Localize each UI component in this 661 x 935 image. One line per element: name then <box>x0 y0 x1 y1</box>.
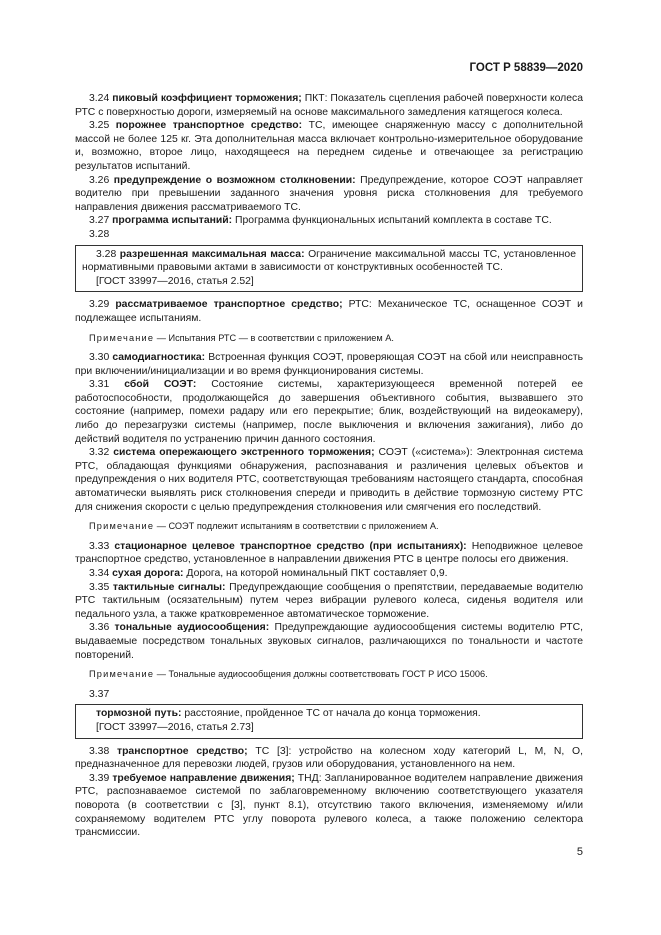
entry-text: Предупреждающие аудиосообщения системы водителю РТС, выдаваемые посредством тональных звуковых сигналов, различающихся по тональности и частоте повторений. <box>75 622 583 661</box>
entry-number: 3.34 <box>89 568 110 579</box>
entry-source: [ГОСТ 33997—2016, статья 2.73] <box>96 721 254 733</box>
entry-number: 3.39 <box>89 772 110 784</box>
note <box>75 332 583 346</box>
entry-text: ТНД: Запланированное водителем направление движения РТС, распознаваемое системой по заблаговременному включению соответствующего указателя поворота (в соответствии с [3], пункт 8.1), отсутствию такого включения, изменяемому и/или сохраняемому водителем РТС углу поворота рулевого колеса, а также положению селектора трансмиссии. <box>75 772 583 839</box>
entry-text: ТС [3]: устройство на колесном ходу категорий L, M, N, O, предназначенное для перевозки людей, грузов или оборудования, установленного на нем. <box>75 745 583 771</box>
entry-term: стационарное целевое транспортное средство (при испытаниях): <box>114 540 467 552</box>
entry-text: Дорога, на которой номинальный ПКТ составляет 0,9. <box>183 568 448 579</box>
entry-text: ПКТ: Показатель сцепления рабочей поверхности колеса РТС с поверхностью дороги, измеряемый на основе максимального замедления катящегося колеса. <box>75 93 583 118</box>
note-text: — Тональные аудиосообщения должны соответствовать ГОСТ Р ИСО 15006. <box>154 669 488 680</box>
entry-term: тормозной путь: <box>96 708 182 720</box>
entry-3-37-number: 3.37 <box>89 688 110 700</box>
entry-3-26 <box>75 174 583 215</box>
note <box>75 520 583 534</box>
entry-text: РТС: Механическое ТС, оснащенное СОЭТ и подлежащее испытаниям. <box>75 299 583 324</box>
entry-number: 3.36 <box>89 622 110 634</box>
entry-number: 3.38 <box>89 745 110 757</box>
entry-3-28-number: 3.28 <box>89 228 110 240</box>
note-label: Примечание <box>89 332 155 343</box>
entry-text: СОЭТ («система»): Электронная система РТС, обладающая функциями обнаружения, распознавания и различения целевых объектов и предупреждения о них водителя РТС, соответствующая требованиям настоящего стандарта, способная автоматически выявлять риск столкновения спереди и приводить в действие тормозную систему РТС для снижения скорости с целью предупреждения столкновения или смягчения его последствий. <box>75 447 583 513</box>
entry-term: предупреждение о возможном столкновении: <box>113 174 356 186</box>
entry-number: 3.35 <box>89 581 110 593</box>
document-body <box>75 92 583 840</box>
entry-3-24 <box>75 92 583 119</box>
entry-source: [ГОСТ 33997—2016, статья 2.52] <box>96 275 254 287</box>
entry-text: Неподвижное целевое транспортное средство, установленное в направлении движения РТС в центре полосы его движения. <box>75 540 584 566</box>
entry-number: 3.27 <box>89 215 110 227</box>
note-label: Примечание <box>89 521 155 532</box>
entry-term: рассматриваемое транспортное средство; <box>115 299 343 311</box>
entry-3-35 <box>75 581 583 622</box>
note-text: — Испытания РТС — в соответствии с приложением А. <box>154 332 394 343</box>
entry-term: тональные аудиосообщения: <box>114 622 270 634</box>
entry-3-30 <box>75 351 583 378</box>
entry-3-36 <box>75 621 583 662</box>
entry-number: 3.25 <box>89 120 110 132</box>
entry-number: 3.29 <box>89 299 110 311</box>
entry-3-29 <box>75 298 583 325</box>
entry-text: ТС, имеющее снаряженную массу с дополнительной массой не более 125 кг. Эта дополнительная масса включает контрольно-измерительное оборудование и, возможно, второе лицо, находящееся на переднем сиденье и отвечающее за регистрацию результатов испытаний. <box>75 120 583 172</box>
quoted-definition-box <box>75 704 583 738</box>
entry-number: 3.26 <box>89 174 110 186</box>
entry-number: 3.30 <box>89 352 110 364</box>
entry-term: самодиагностика: <box>112 352 206 364</box>
entry-3-39 <box>75 772 583 840</box>
entry-3-27 <box>75 214 583 228</box>
entry-term: программа испытаний: <box>112 215 233 227</box>
entry-3-28 <box>82 248 576 275</box>
entry-3-32 <box>75 446 583 514</box>
entry-3-31 <box>75 378 583 446</box>
page-number: 5 <box>576 846 583 858</box>
entry-number: 3.31 <box>89 379 110 391</box>
entry-text: Предупреждение, которое СОЭТ направляет водителю при превышении заданного значения уровня риска столкновения для требуемого направления движения рассматриваемого ТС. <box>75 174 583 213</box>
entry-number: 3.24 <box>89 93 110 104</box>
entry-term: система опережающего экстренного торможения; <box>113 447 375 459</box>
entry-text: Программа функциональных испытаний комплекта в составе ТС. <box>232 215 552 227</box>
document-id: ГОСТ Р 58839—2020 <box>469 62 583 74</box>
entry-number: 3.32 <box>89 447 110 459</box>
entry-3-25 <box>75 119 583 173</box>
entry-term: требуемое направление движения; <box>112 772 295 784</box>
entry-term: пиковый коэффициент торможения; <box>112 93 302 104</box>
entry-3-37 <box>82 707 576 721</box>
quoted-definition-box <box>75 245 583 293</box>
entry-3-33 <box>75 540 583 567</box>
entry-text: Предупреждающие сообщения о препятствии, передаваемые водителю РТС тактильным (осязательным) путем через вибрации рулевого колеса, сиденья водителя или педального узла, а также кратковременное автоматическое торможение. <box>75 581 584 620</box>
entry-term: разрешенная максимальная масса: <box>119 248 305 260</box>
entry-term: тактильные сигналы: <box>112 581 226 593</box>
entry-number: 3.33 <box>89 540 110 552</box>
entry-text: Ограничение максимальной массы ТС, установленное нормативными правовыми актами в зависимости от конструктивных особенностей ТС. <box>82 248 576 274</box>
entry-text: расстояние, пройденное ТС от начала до конца торможения. <box>181 708 481 720</box>
entry-3-34 <box>75 567 583 581</box>
entry-term: транспортное средство; <box>116 745 248 757</box>
entry-term: порожнее транспортное средство: <box>115 120 303 132</box>
entry-text: Состояние системы, характеризующееся временной потерей ее работоспособности, продолжающейся до завершения объективного события, вызвавшего это состояние (например, помехи радару или его перекрытие; блик, воздействующий на видеокамеру), либо до перезагрузки системы (например, после выключения и включения зажигания), либо до действий водителя по устранению причин данного состояния. <box>75 379 584 445</box>
note-text: — СОЭТ подлежит испытаниям в соответствии с приложением А. <box>154 521 439 532</box>
note <box>75 668 583 682</box>
note-label: Примечание <box>89 669 155 680</box>
entry-term: сухая дорога: <box>112 568 184 579</box>
entry-number: 3.28 <box>96 248 117 260</box>
entry-text: Встроенная функция СОЭТ, проверяющая СОЭТ на сбой или неисправность при включении/инициализации и во время функционирования системы. <box>75 352 583 377</box>
entry-term: сбой СОЭТ: <box>124 379 197 391</box>
entry-3-38 <box>75 745 583 772</box>
